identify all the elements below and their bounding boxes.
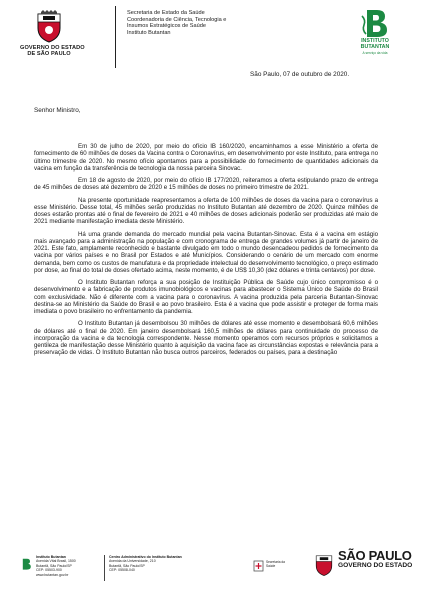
state-coat-of-arms-small-icon: [314, 553, 334, 577]
footer-address-admin-center: [109, 555, 182, 573]
letter-paragraph: Em 18 de agosto de 2020, por meio do ofício IB 177/2020, reiteramos a oferta estipulando prazo de entrega de 45 milhões de doses até dezembro de 2020 e 15 milhões de doses no primeiro trimestre de 2021.: [34, 177, 378, 192]
letter-salutation: Senhor Ministro,: [34, 107, 81, 114]
letter-date: São Paulo, 07 de outubro de 2020.: [250, 71, 350, 78]
header-divider: [115, 6, 116, 68]
sp-wordmark-bottom: GOVERNO DO ESTADO: [338, 562, 413, 569]
footer-address-title: Centro Administrativo do Instituto Butantan: [109, 555, 182, 559]
butantan-b-icon: [360, 8, 390, 38]
sp-wordmark-top: SÃO PAULO: [338, 548, 412, 563]
state-coat-of-arms-icon: [35, 10, 63, 44]
footer-website: www.butantan.gov.br: [36, 572, 69, 577]
footer-address-line: CEP: 05508-040: [109, 568, 135, 573]
butantan-tagline: A serviço da vida: [362, 50, 388, 55]
footer-secretariat-line: Secretaria da: [266, 560, 285, 564]
secretariat-line: Insumos Estratégicos de Saúde: [127, 23, 206, 30]
government-name: [20, 45, 85, 58]
gov-name-line1: GOVERNO DO ESTADO: [20, 45, 85, 51]
secretariat-header: [127, 10, 226, 37]
secretariat-line: Coordenadoria de Ciência, Tecnologia e: [127, 16, 227, 23]
letter-paragraph: Na presente oportunidade reapresentamos a oferta de 100 milhões de doses da vacina para o coronavírus a esse Ministério. Desse total, 45 milhões serão produzidas no Instituto Butantan até dezembro de 2020. Quinze milhões de doses estarão prontas até o final de fevereiro de 2021 e 40 milhões de doses adicionais poderão ser produzidas até maio de 2021 mediante manifestação imediata deste Ministério.: [34, 196, 378, 226]
instituto-butantan-logo: [346, 8, 404, 55]
butantan-name: [346, 39, 404, 51]
butantan-name-line1: INSTITUTO: [361, 38, 389, 44]
letter-footer: [20, 548, 413, 593]
footer-address-line: Avenida da Universidade, 210: [109, 559, 156, 564]
secretariat-line: Instituto Butantan: [127, 30, 171, 37]
butantan-b-small-icon: [20, 557, 32, 571]
footer-health-secretariat: [266, 561, 285, 569]
footer-address-title: Instituto Butantan: [36, 555, 66, 559]
letter-paragraph: O Instituto Butantan reforça a sua posição de Instituição Pública de Saúde cujo único compromisso é o desenvolvimento e a fabricação de produtos imunobiológicos e vacinas para abastecer o Sistema Único de Saúde do Brasil com exclusividade. Não é diferente com a vacina para o coronavírus. A vacina produzida pela parceria Butantan-Sinovac destina-se ao Ministério da Saúde do Brasil e ao povo brasileiro. Esta é a vacina que pode assistir e proteger de forma mais imediata o povo brasileiro no enfrentamento da pandemia.: [34, 279, 378, 315]
butantan-footer-logo: [20, 557, 34, 576]
footer-address-line: CEP: 05503-900: [36, 568, 62, 573]
sao-paulo-wordmark: [338, 549, 418, 569]
footer-address-line: Avenida Vital Brasil, 1500: [36, 559, 76, 564]
gov-name-line2: DE SÃO PAULO: [27, 51, 71, 58]
footer-divider: [104, 555, 105, 581]
footer-secretariat-line: Saúde: [266, 563, 276, 568]
footer-address-line: Butantã, São Paulo/SP: [109, 563, 145, 568]
letter-body: [34, 143, 378, 362]
secretariat-line: Secretaria de Estado da Saúde: [127, 10, 205, 16]
health-secretariat-icon: [253, 560, 264, 572]
butantan-name-line2: BUTANTAN: [360, 43, 390, 50]
footer-address-institute: [36, 555, 76, 577]
letter-paragraph: O Instituto Butantan já desembolsou 30 milhões de dólares até esse momento e desembolsará 60,6 milhões de dólares até o final de 2020. Em janeiro desembolsará 160,5 milhões de dólares para continuidade do processo de incorporação da vacina e da tecnologia correspondente. Nesse momento operamos com recursos próprios e solicitamos a gentileza de manifestação desse Ministério quanto à aquisição da vacina face as circunstâncias expostas e relevância para a preservação de vidas. O Instituto Butantan não busca outros parceiros, federados ou países, para a destinação: [34, 320, 378, 357]
letter-paragraph: Há uma grande demanda do mercado mundial pela vacina Butantan-Sinovac. Esta é a vacina em estágio mais avançado para a administração na população e com cronograma de entrega de grandes volumes já partir de janeiro de 2021. Este fato, amplamente reconhecido e bastante divulgado em todo o mundo desencadeou pedidos de fornecimento da vacina por vários países e no Brasil por Estados e até Municípios. Considerando o cenário de um mercado com enorme demanda, bem como os custos de manufatura e da propriedade intelectual do desenvolvimento tecnológico, o preço estimado por dose, ao final do total de doses ofertado acima, neste momento, é de US$ 10,30 (dez dólares e trinta centavos) por dose.: [34, 230, 378, 274]
footer-address-line: Butantã, São Paulo/SP: [36, 563, 72, 568]
sao-paulo-government-logo: [20, 10, 85, 58]
letter-paragraph: Em 30 de julho de 2020, por meio do ofício IB 160/2020, encaminhamos a esse Ministério a oferta de fornecimento de 60 milhões de doses da Vacina contra o Coronavírus, em desenvolvimento por este Instituto, para entrega no último trimestre de 2020. No mesmo ofício apontamos para a possibilidade do fornecimento de quantidades adicionais da vacina em função da transferência de tecnologia da nossa parceira Sinovac.: [34, 143, 378, 172]
